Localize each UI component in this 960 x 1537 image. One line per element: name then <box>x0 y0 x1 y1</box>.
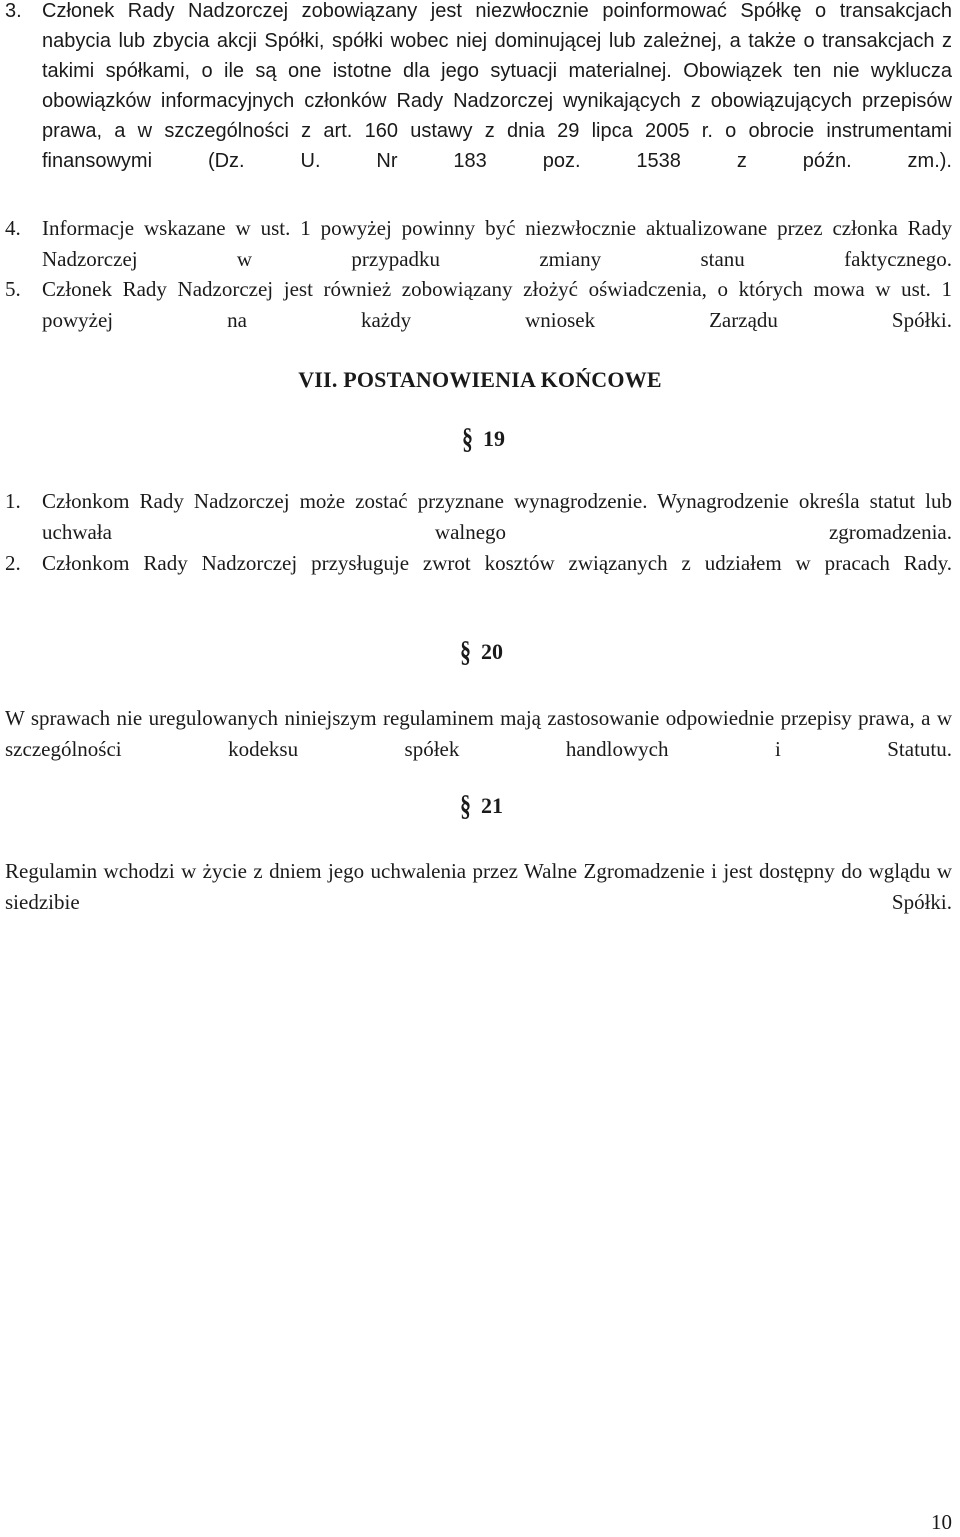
item-number: 2. <box>5 551 21 575</box>
paragraph-mark-19 <box>462 421 505 456</box>
item-number: 5. <box>5 277 21 301</box>
list-item <box>5 0 952 206</box>
paragraph-text-21: Regulamin wchodzi w życie z dniem jego uchwalenia przez Walne Zgromadzenie i jest dostępny do wglądu w siedzibie Spółki. <box>5 859 952 914</box>
item-number: 1. <box>5 489 21 513</box>
item-text: Członkom Rady Nadzorczej może zostać przyznane wynagrodzenie. Wynagrodzenie określa statut lub uchwała walnego zgromadzenia. <box>42 489 952 544</box>
paragraph-mark-20 <box>460 634 503 669</box>
paragraph-number: 21 <box>481 793 503 818</box>
item-text: Członek Rady Nadzorczej jest również zobowiązany złożyć oświadczenia, o których mowa w ust. 1 powyżej na każdy wniosek Zarządu Spółki. <box>42 277 952 332</box>
page-number: 10 <box>931 1510 952 1534</box>
list-item <box>5 274 952 366</box>
section-symbol: § <box>460 788 471 823</box>
paragraph-number: 19 <box>483 426 505 451</box>
item-text: Członek Rady Nadzorczej zobowiązany jest niezwłocznie poinformować Spółkę o transakcjach nabycia lub zbycia akcji Spółki, spółki wobec niej dominującej lub zależnej, a także o transakcjach z takimi spółkami, o ile są one istotne dla jego sytuacji materialnej. Obowiązek ten nie wyklucza obowiązków informacyjnych członków Rady Nadzorczej wynikających z obowiązujących przepisów prawa, a w szczególności z art. 160 ustawy z dnia 29 lipca 2005 r. o obrocie instrumentami finansowymi (Dz. U. Nr 183 poz. 1538 z późn. zm.). <box>42 0 952 172</box>
paragraph-number: 20 <box>481 639 503 664</box>
section-symbol: § <box>462 421 473 456</box>
paragraph-mark-21 <box>460 788 503 823</box>
item-number: 4. <box>5 216 21 240</box>
paragraph-text-20: W sprawach nie uregulowanych niniejszym regulaminem mają zastosowanie odpowiednie przepisy prawa, a w szczególności kodeksu spółek handlowych i Statutu. <box>5 706 952 761</box>
item-text: Informacje wskazane w ust. 1 powyżej powinny być niezwłocznie aktualizowane przez członka Rady Nadzorczej w przypadku zmiany stanu faktycznego. <box>42 216 952 271</box>
item-number: 3. <box>5 0 22 22</box>
section-heading: VII. POSTANOWIENIA KOŃCOWE <box>298 367 662 392</box>
section-symbol: § <box>460 634 471 669</box>
list-item <box>5 548 952 609</box>
item-text: Członkom Rady Nadzorczej przysługuje zwrot kosztów związanych z udziałem w pracach Rady. <box>42 551 952 575</box>
